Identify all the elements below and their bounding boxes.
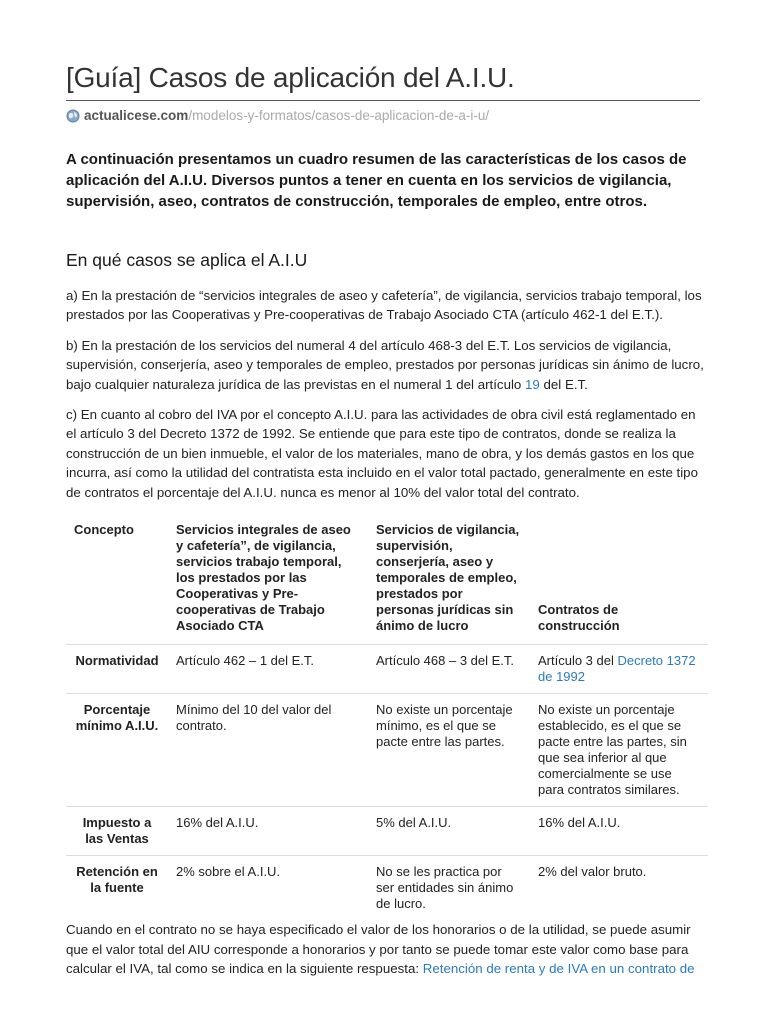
- table-cell: No existe un porcentaje establecido, es el que se pacte entre las partes, sin que sea inferior al que comercialmente se use para contratos similares.: [538, 702, 687, 797]
- paragraph-b-tail: del E.T.: [539, 376, 588, 392]
- table-cell: 16% del A.I.U.: [176, 815, 259, 830]
- row-label-normatividad: Normatividad: [75, 653, 159, 668]
- row-label-impuesto: Impuesto a las Ventas: [82, 815, 152, 846]
- aiu-table: [66, 512, 708, 920]
- table-row: [66, 856, 708, 921]
- table-cell: Artículo 468 – 3 del E.T.: [376, 653, 515, 668]
- intro-paragraph: A continuación presentamos un cuadro resumen de las características de los casos de aplicación del A.I.U. Diversos puntos a tener en cuenta en los servicios de vigilancia, supervisión, aseo, contratos de construcción, temporales de empleo, entre otros.: [66, 151, 687, 210]
- closing-text: Cuando en el contrato no se haya especificado el valor de los honorarios o de la utilidad, se puede asumir que el valor total del AIU corresponde a honorarios y por tanto se puede tomar este valor como base para calcular el IVA, tal como se indica en la siguiente respuesta:: [66, 922, 691, 977]
- table-row: [66, 694, 708, 807]
- table-row: [66, 807, 708, 856]
- table-cell: No se les practica por ser entidades sin ánimo de lucro.: [376, 864, 514, 911]
- table-row: [66, 645, 708, 694]
- table-cell: Mínimo del 10 del valor del contrato.: [176, 702, 332, 733]
- section-heading: En qué casos se aplica el A.I.U: [66, 250, 308, 270]
- source-path[interactable]: /modelos-y-formatos/casos-de-aplicacion-de-a-i-u/: [188, 108, 490, 123]
- table-cell: [530, 645, 708, 694]
- table-cell: 2% del valor bruto.: [538, 864, 647, 879]
- header-servicios-vigilancia: Servicios de vigilancia, supervisión, conserjería, aseo y temporales de empleo, prestados por personas jurídicas sin ánimo de lucro: [376, 522, 520, 633]
- table-cell: 16% del A.I.U.: [538, 815, 621, 830]
- header-servicios-integrales: Servicios integrales de aseo y cafetería”, de vigilancia, servicios trabajo temporal, los prestados por las Cooperativas y Pre-cooperativas de Trabajo Asociado CTA: [176, 522, 351, 633]
- paragraph-a: a) En la prestación de “servicios integrales de aseo y cafetería”, de vigilancia, servicios trabajo temporal, los prestados por las Cooperativas y Pre-cooperativas de Trabajo Asociado CTA (artículo 462-1 del E.T.).: [66, 288, 702, 323]
- paragraph-b: [66, 336, 708, 394]
- table-cell: No existe un porcentaje mínimo, es el que se pacte entre las partes.: [376, 702, 513, 749]
- page-title: [Guía] Casos de aplicación del A.I.U.: [66, 62, 515, 93]
- table-cell: 5% del A.I.U.: [376, 815, 452, 830]
- globe-icon: [66, 109, 80, 123]
- header-concepto: Concepto: [74, 522, 134, 537]
- table-cell: 2% sobre el A.I.U.: [176, 864, 281, 879]
- title-divider: [66, 100, 700, 101]
- article-19-link[interactable]: 19: [525, 376, 540, 392]
- decreto-1372-link[interactable]: Decreto 1372 de 1992: [538, 653, 696, 684]
- row-label-retencion: Retención en la fuente: [76, 864, 158, 895]
- paragraph-c: c) En cuanto al cobro del IVA por el concepto A.I.U. para las actividades de obra civil está reglamentado en el artículo 3 del Decreto 1372 de 1992. Se entiende que para este tipo de contratos, donde se realiza la construcción de un bien inmueble, el valor de los materiales, mano de obra, y los demás gastos en los que incurra, así como la utilidad del contratista esta incluido en el valor total pactado, generalmente en este tipo de contratos el porcentaje del A.I.U. nunca es menor al 10% del valor total del contrato.: [66, 407, 698, 500]
- table-cell: Artículo 462 – 1 del E.T.: [176, 653, 315, 668]
- header-contratos-construccion: Contratos de construcción: [538, 602, 620, 633]
- source-domain[interactable]: actualicese.com: [84, 108, 189, 123]
- row-label-porcentaje: Porcentaje mínimo A.I.U.: [75, 702, 159, 733]
- paragraph-b-text: b) En la prestación de los servicios del numeral 4 del artículo 468-3 del E.T. Los servicios de vigilancia, supervisión, conserjería, aseo y temporales de empleo, prestados por personas jurídicas sin ánimo de lucro, bajo cualquier naturaleza jurídica de las previstas en el numeral 1 del artículo: [66, 338, 704, 392]
- closing-paragraph: [66, 920, 708, 979]
- retencion-renta-link[interactable]: Retención de renta y de IVA en un contrato de: [422, 961, 695, 977]
- table-header-row: [66, 512, 708, 645]
- source-url[interactable]: [66, 108, 489, 123]
- table-cell-text: Artículo 3 del: [538, 653, 618, 668]
